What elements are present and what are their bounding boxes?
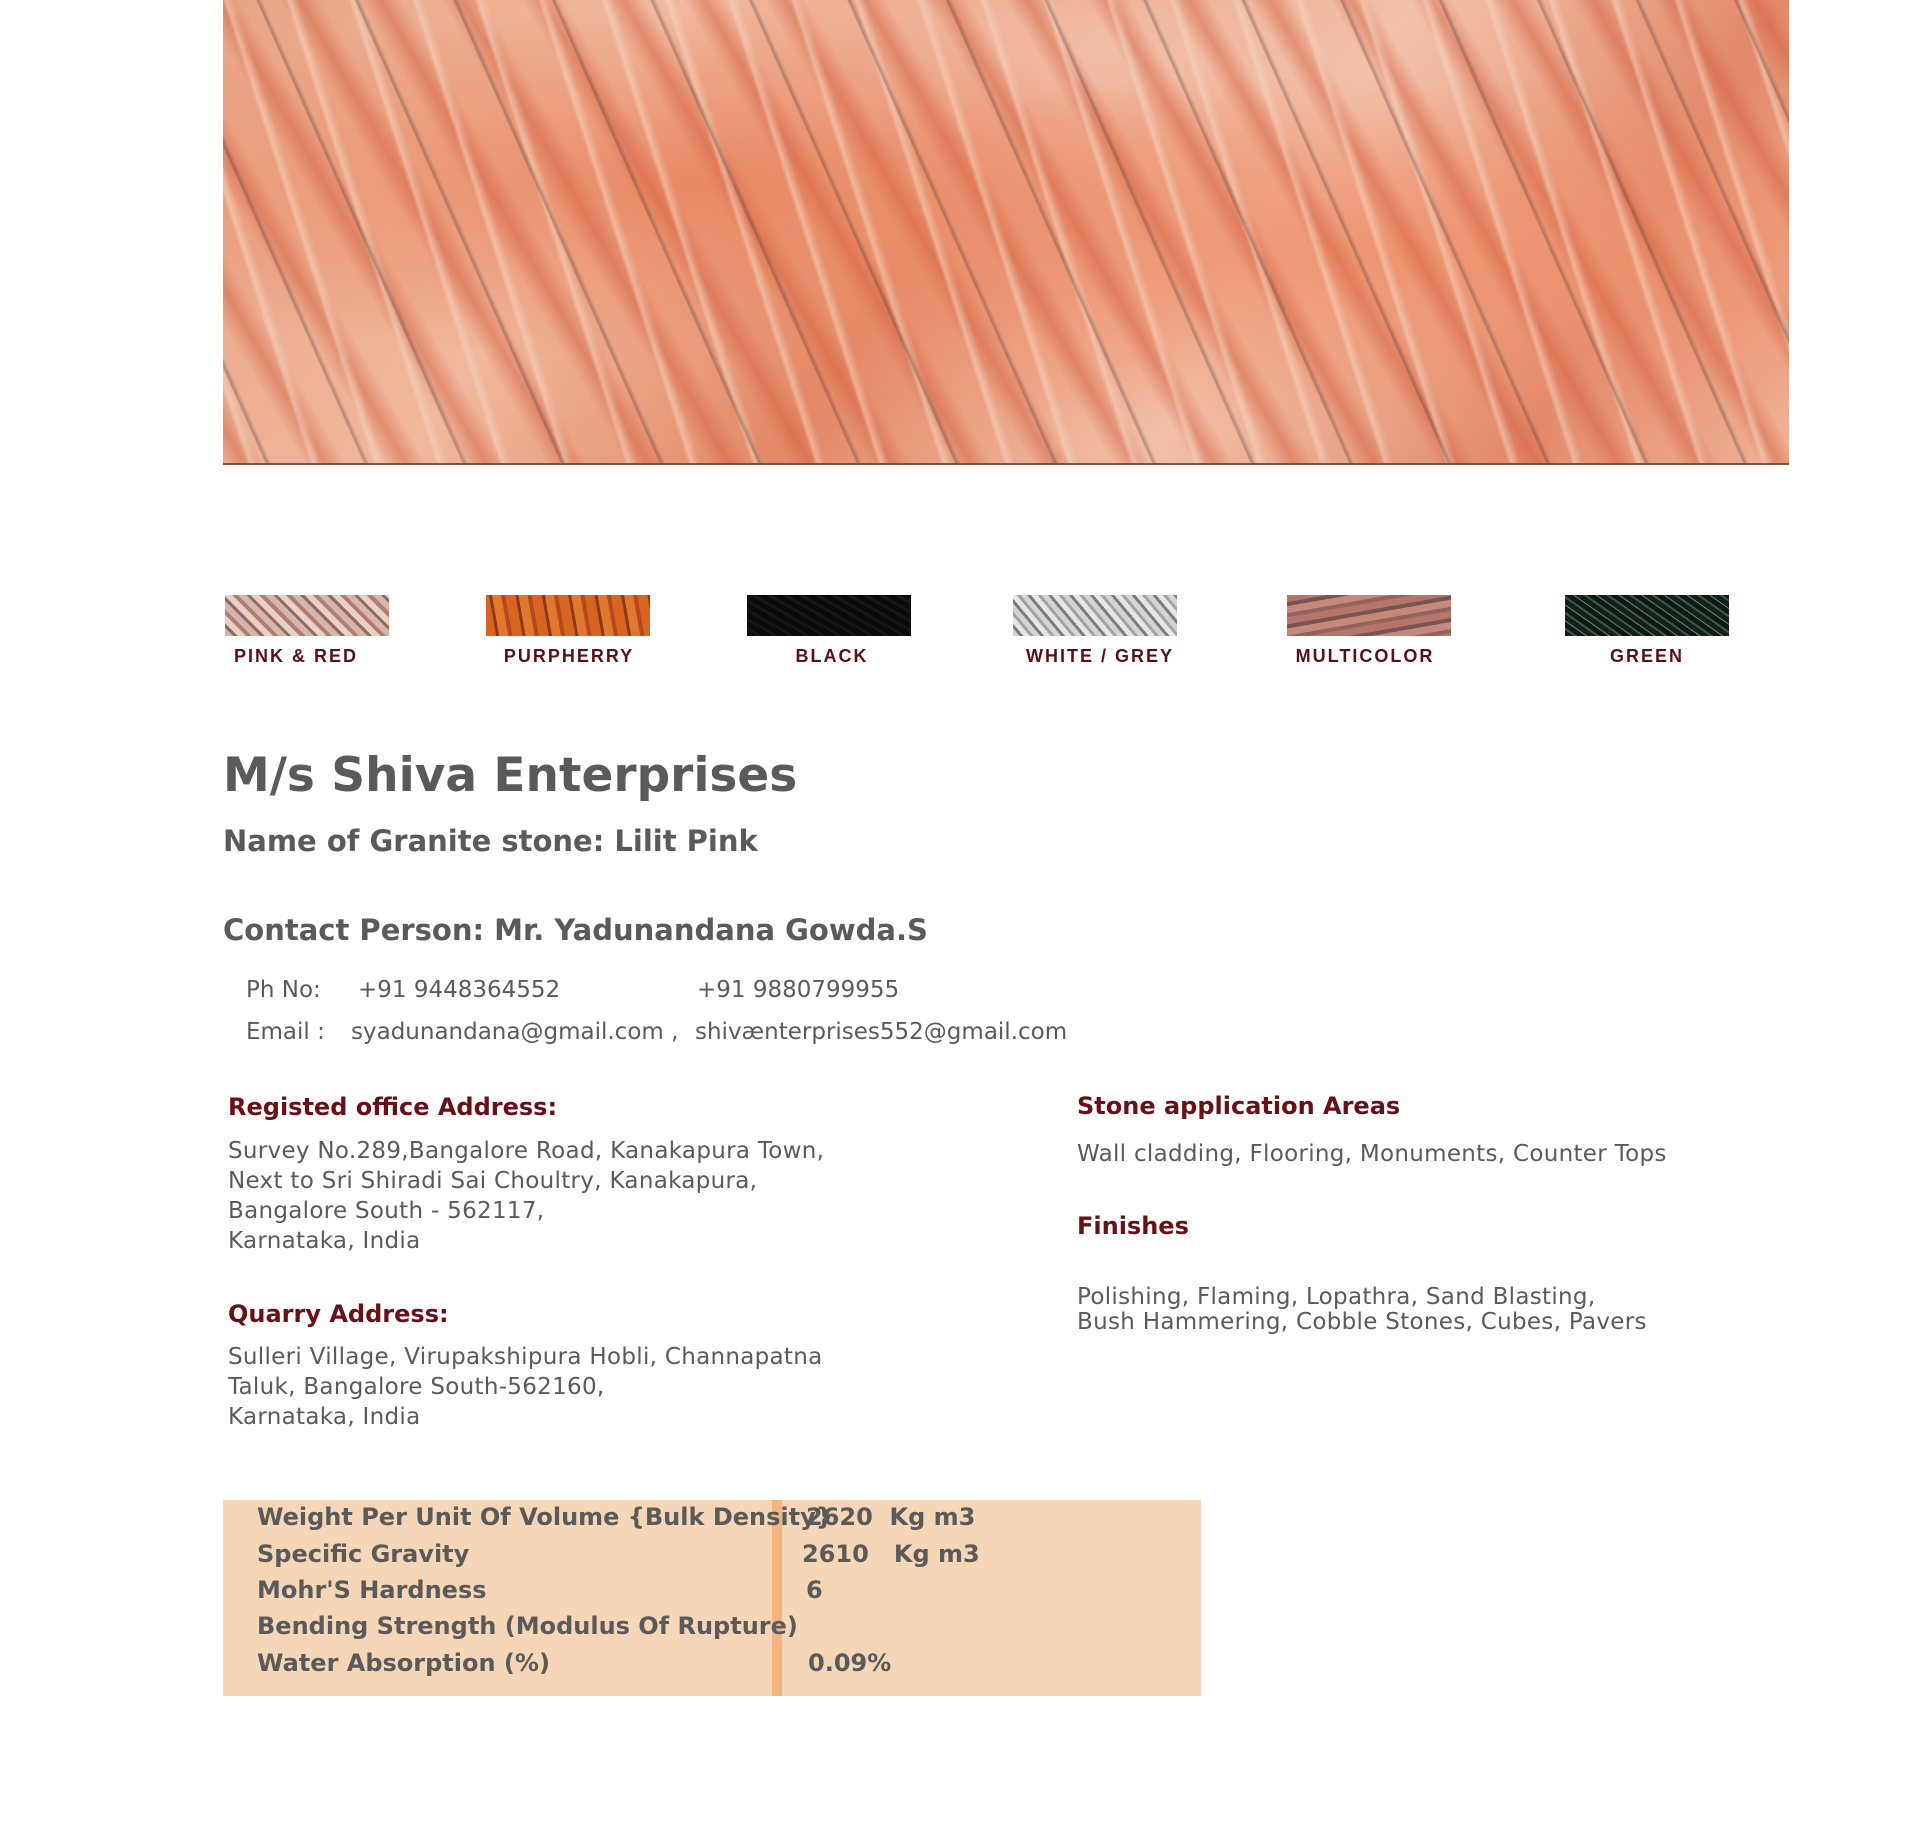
applications-text: Wall cladding, Flooring, Monuments, Counter Tops <box>1077 1141 1667 1167</box>
contact-person: Contact Person: Mr. Yadunandana Gowda.S <box>223 913 928 947</box>
property-label-bulk-density: Weight Per Unit Of Volume {Bulk Density} <box>257 1503 833 1531</box>
swatch-black[interactable] <box>747 595 911 636</box>
phone-number-2[interactable]: +91 9880799955 <box>697 977 900 1003</box>
stone-name: Name of Granite stone: Lilit Pink <box>223 824 758 858</box>
address-line: Next to Sri Shiradi Sai Choultry, Kanakapura, <box>228 1168 758 1194</box>
finishes-line: Bush Hammering, Cobble Stones, Cubes, Pavers <box>1077 1309 1647 1335</box>
swatch-white-grey[interactable] <box>1013 595 1177 636</box>
category-label-white-grey[interactable]: WHITE / GREY <box>1025 646 1174 666</box>
swatch-green[interactable] <box>1565 595 1729 636</box>
category-label-green[interactable]: GREEN <box>1609 646 1684 666</box>
swatch-multicolor[interactable] <box>1287 595 1451 636</box>
property-label-mohrs-hardness: Mohr'S Hardness <box>257 1576 487 1604</box>
applications-title: Stone application Areas <box>1077 1092 1401 1120</box>
registered-office-address <box>228 1136 824 1256</box>
property-value-mohrs-hardness: 6 <box>806 1576 823 1604</box>
email-label: Email : <box>246 1019 325 1045</box>
email-address-1[interactable]: syadunandana@gmail.com , <box>351 1019 679 1045</box>
phone-number-1[interactable]: +91 9448364552 <box>358 977 561 1003</box>
address-line: Survey No.289,Bangalore Road, Kanakapura Town, <box>228 1138 825 1164</box>
address-line: Karnataka, India <box>228 1228 421 1254</box>
phone-label: Ph No: <box>246 977 321 1003</box>
swatch-pink-red[interactable] <box>225 595 389 636</box>
property-label-specific-gravity: Specific Gravity <box>257 1540 470 1568</box>
swatch-purpherry[interactable] <box>486 595 650 636</box>
granite-hero-image <box>223 0 1789 465</box>
category-label-purpherry[interactable]: PURPHERRY <box>503 646 635 666</box>
finishes-line: Polishing, Flaming, Lopathra, Sand Blasting, <box>1077 1284 1596 1310</box>
property-label-bending-strength: Bending Strength (Modulus Of Rupture) <box>257 1612 798 1640</box>
address-line: Sulleri Village, Virupakshipura Hobli, Channapatna <box>228 1344 823 1370</box>
address-line: Bangalore South - 562117, <box>228 1198 545 1224</box>
quarry-address-title: Quarry Address: <box>228 1300 449 1328</box>
quarry-address <box>228 1342 823 1432</box>
category-label-black[interactable]: BLACK <box>795 646 869 666</box>
category-label-pink-red[interactable]: PINK & RED <box>233 646 358 666</box>
address-line: Taluk, Bangalore South-562160, <box>228 1374 605 1400</box>
address-line: Karnataka, India <box>228 1404 421 1430</box>
property-value-water-absorption: 0.09% <box>808 1649 892 1677</box>
registered-office-title: Registed office Address: <box>228 1093 558 1121</box>
category-label-multicolor[interactable]: MULTICOLOR <box>1295 646 1435 666</box>
property-value-bulk-density: 2620 Kg m3 <box>806 1503 976 1531</box>
company-name: M/s Shiva Enterprises <box>223 748 798 803</box>
email-address-2[interactable]: shivænterprises552@gmail.com <box>695 1019 1068 1045</box>
property-label-water-absorption: Water Absorption (%) <box>257 1649 550 1677</box>
property-value-specific-gravity: 2610 Kg m3 <box>802 1540 980 1568</box>
finishes-text <box>1077 1285 1647 1335</box>
finishes-title: Finishes <box>1077 1212 1189 1240</box>
